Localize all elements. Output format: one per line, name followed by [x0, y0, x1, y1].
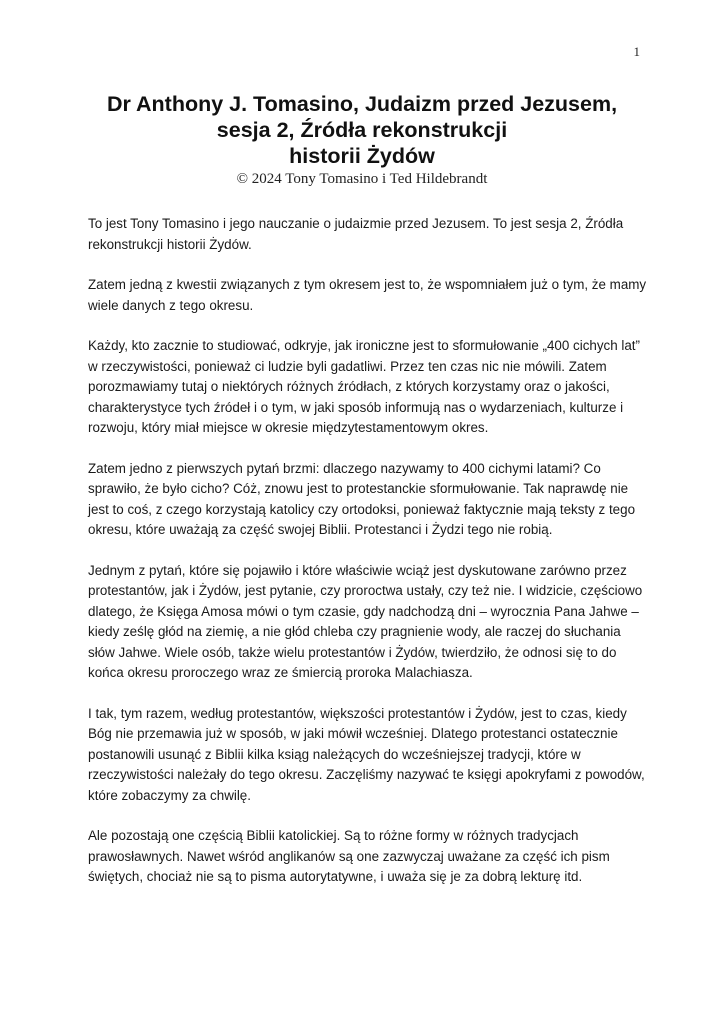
copyright-notice: © 2024 Tony Tomasino i Ted Hildebrandt: [236, 171, 488, 187]
paragraph-6: I tak, tym razem, według protestantów, większości protestantów i Żydów, jest to czas, kiedy Bóg nie przemawia już w sposób, w jaki mówił wcześniej. Dlatego protestanci ostatecznie postanowili usunąć z Biblii kilka ksiąg należących do wcześniejszej tradycji, które w rzeczywistości należały do tego okresu. Zaczęliśmy nazywać te księgi apokryfami z powodów, które zobaczymy za chwilę.: [88, 705, 645, 803]
document-title-line-1: Dr Anthony J. Tomasino, Judaizm przed Jezusem,: [106, 92, 618, 116]
document-title-line-2: sesja 2, Źródła rekonstrukcji: [216, 118, 508, 142]
paragraph-7: Ale pozostają one częścią Biblii katolickiej. Są to różne formy w różnych tradycjach prawosławnych. Nawet wśród anglikanów są one zazwyczaj uważane za część ich pism świętych, chociaż nie są to pisma autorytatywne, i uważa się je za dobrą lekturę itd.: [88, 828, 610, 884]
title-block: [0, 91, 724, 188]
body-text: [88, 214, 648, 908]
paragraph-2: Zatem jedną z kwestii związanych z tym okresem jest to, że wspomniałem już o tym, że mamy wiele danych z tego okresu.: [88, 277, 647, 313]
page-number: 1: [633, 44, 640, 59]
document-title-line-3: historii Żydów: [289, 144, 435, 168]
paragraph-1: To jest Tony Tomasino i jego nauczanie o judaizmie przed Jezusem. To jest sesja 2, Źródła rekonstrukcji historii Żydów.: [88, 216, 624, 252]
paragraph-5: Jednym z pytań, które się pojawiło i które właściwie wciąż jest dyskutowane zarówno przez protestantów, jak i Żydów, jest pytanie, czy proroctwa ustały, czy też nie. I widzicie, częściowo dlatego, że Księga Amosa mówi o tym czasie, gdy nadchodzą dni – wyrocznia Pana Jahwe – kiedy ześlę głód na ziemię, a nie głód chleba czy pragnienie wody, ale raczej do słuchania słów Jahwe. Wiele osób, także wielu protestantów i Żydów, twierdziło, że odnosi się to do końca okresu proroczego wraz ze śmiercią proroka Malachiasza.: [88, 562, 643, 680]
paragraph-3: Każdy, kto zacznie to studiować, odkryje, jak ironiczne jest to sformułowanie „400 cichych lat” w rzeczywistości, ponieważ ci ludzie byli gadatliwi. Przez ten czas nic nie mówili. Zatem porozmawiamy tutaj o niektórych różnych źródłach, z których korzystamy oraz o jakości, charakterystyce tych źródeł i o tym, w jaki sposób informują nas o wydarzeniach, kulturze i rozwoju, który miał miejsce w okresie międzytestamentowym okres.: [88, 338, 640, 435]
paragraph-4: Zatem jedno z pierwszych pytań brzmi: dlaczego nazywamy to 400 cichymi latami? Co sprawiło, że było cicho? Cóż, znowu jest to protestanckie sformułowanie. Tak naprawdę nie jest to coś, z czego korzystają katolicy czy ortodoksi, ponieważ faktycznie mają teksty z tego okresu, które uważają za część swojej Biblii. Protestanci i Żydzi tego nie robią.: [88, 460, 636, 537]
